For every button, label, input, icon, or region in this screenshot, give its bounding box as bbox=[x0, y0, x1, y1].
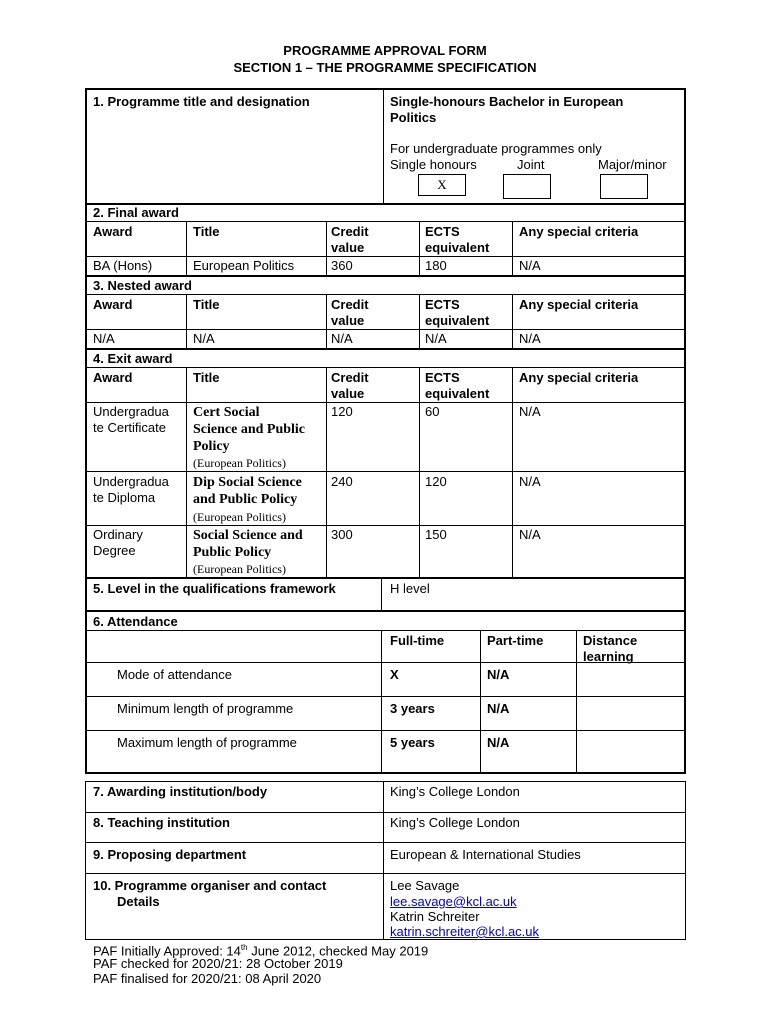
s4-label: 4. Exit award bbox=[93, 351, 173, 366]
joint-checkbox[interactable] bbox=[503, 174, 551, 199]
s9-value: European & International Studies bbox=[390, 847, 581, 862]
form-title: PROGRAMME APPROVAL FORM bbox=[283, 43, 487, 58]
s7-label: 7. Awarding institution/body bbox=[93, 784, 268, 799]
opt-joint-label: Joint bbox=[517, 157, 545, 172]
s6-label: 6. Attendance bbox=[93, 614, 178, 629]
organiser-email-2-link[interactable]: katrin.schreiter@kcl.ac.uk bbox=[390, 924, 540, 939]
s3-award: N/A bbox=[93, 331, 115, 346]
s7-value: King’s College London bbox=[390, 784, 520, 799]
footer-approved: PAF Initially Approved: 14th June 2012, checked May 2019 bbox=[93, 943, 429, 959]
s2-h-title: Title bbox=[193, 224, 220, 239]
s2-special: N/A bbox=[519, 258, 541, 273]
s2-title: European Politics bbox=[193, 258, 295, 273]
s2-credit: 360 bbox=[331, 258, 353, 273]
s9-label: 9. Proposing department bbox=[93, 847, 247, 862]
s3-ects: N/A bbox=[425, 331, 447, 346]
opt-major-label: Major/minor bbox=[598, 157, 667, 172]
s8-value: King’s College London bbox=[390, 815, 520, 830]
organiser-email-1-link[interactable]: lee.savage@kcl.ac.uk bbox=[390, 894, 517, 909]
s3-label: 3. Nested award bbox=[93, 278, 192, 293]
s6-h-part: Part-time bbox=[487, 633, 544, 648]
s2-h-special: Any special criteria bbox=[519, 224, 639, 239]
opt-single-label: Single honours bbox=[390, 157, 477, 172]
s3-credit: N/A bbox=[331, 331, 353, 346]
s2-h-award: Award bbox=[93, 224, 133, 239]
s6-h-full: Full-time bbox=[390, 633, 445, 648]
s10-label: 10. Programme organiser and contact bbox=[93, 878, 327, 893]
s3-title: N/A bbox=[193, 331, 215, 346]
organiser-name-2: Katrin Schreiter bbox=[390, 909, 480, 924]
footer-finalised: PAF finalised for 2020/21: 08 April 2020 bbox=[93, 971, 322, 986]
s3-special: N/A bbox=[519, 331, 541, 346]
single-honours-checkbox[interactable]: X bbox=[418, 174, 466, 196]
s1-value: Single-honours Bachelor in European bbox=[390, 94, 624, 109]
s2-ects: 180 bbox=[425, 258, 447, 273]
major-minor-checkbox[interactable] bbox=[600, 174, 648, 199]
footer-checked: PAF checked for 2020/21: 28 October 2019 bbox=[93, 956, 343, 971]
section-title: SECTION 1 – THE PROGRAMME SPECIFICATION bbox=[233, 60, 537, 75]
organiser-name-1: Lee Savage bbox=[390, 878, 460, 893]
s1-label: 1. Programme title and designation bbox=[93, 94, 310, 109]
s1-note: For undergraduate programmes only bbox=[390, 141, 602, 156]
s2-label: 2. Final award bbox=[93, 205, 179, 220]
s2-award: BA (Hons) bbox=[93, 258, 153, 273]
s5-value: H level bbox=[390, 581, 430, 596]
s8-label: 8. Teaching institution bbox=[93, 815, 230, 830]
s5-label: 5. Level in the qualifications framework bbox=[93, 581, 336, 596]
